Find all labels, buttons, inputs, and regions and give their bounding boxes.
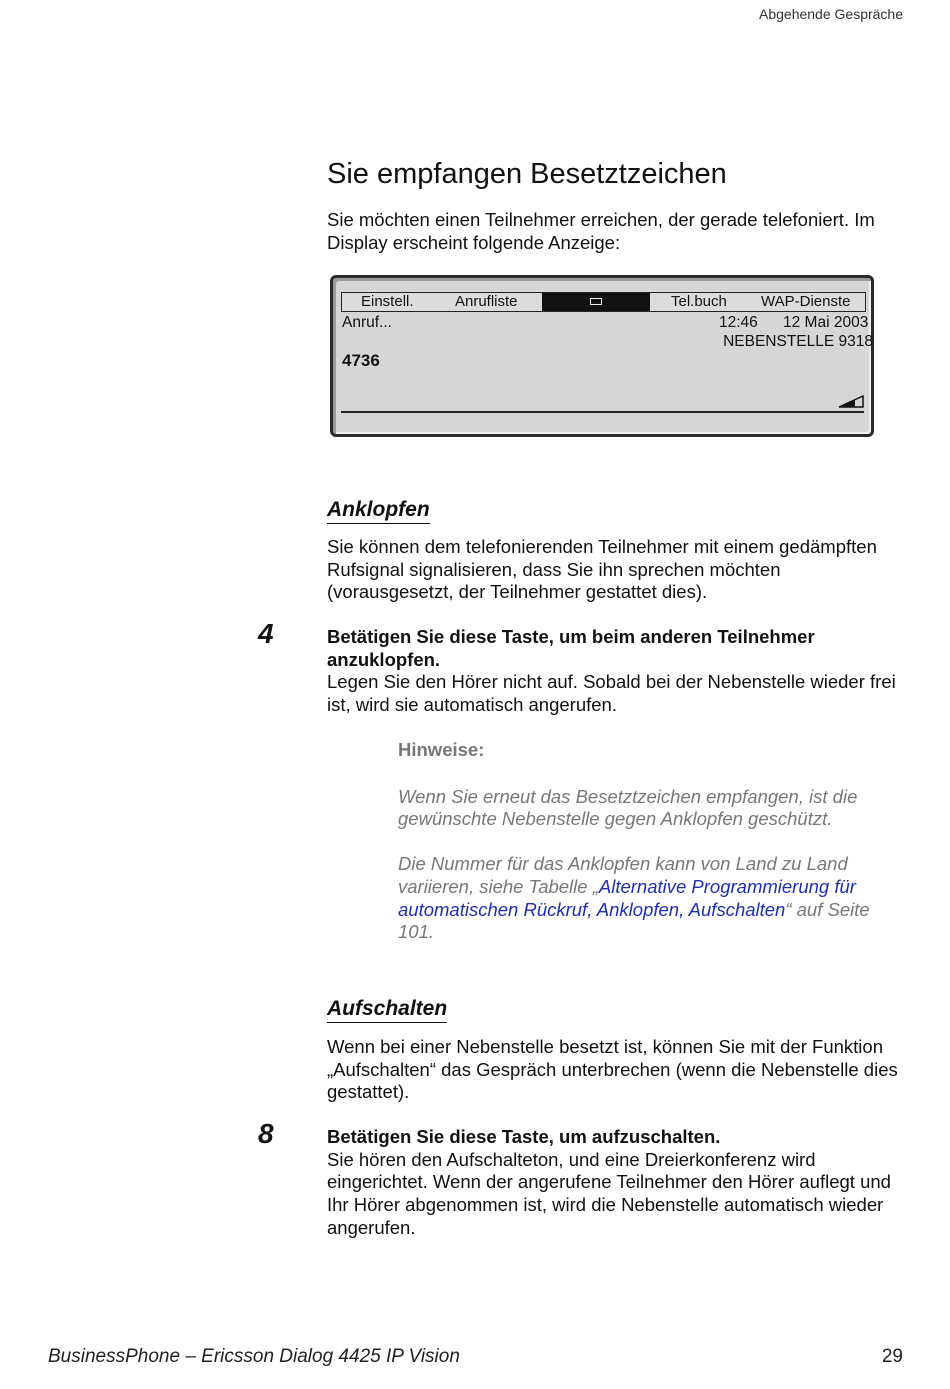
note-2-suffix: “ auf Seite 101. — [398, 898, 870, 943]
running-header: Abgehende Gespräche — [759, 6, 903, 22]
aufschalten-step — [327, 1126, 907, 1240]
display-icon — [590, 298, 602, 305]
step-description: Sie hören den Aufschalteton, und eine Dreierkonferenz wird eingerichtet. Wenn der angerufene Teilnehmer den Hörer auflegt und Ihr Hörer abgenommen ist, wird die Nebenstelle automatisch wieder angerufen. — [327, 1148, 891, 1238]
menu-item-wap-dienste: WAP-Dienste — [761, 293, 851, 310]
cross-reference-link[interactable]: Alternative Programmierung für automatischen Rückruf, Anklopfen, Aufschalten — [398, 875, 856, 920]
heading-aufschalten: Aufschalten — [327, 997, 447, 1023]
page-number: 29 — [881, 1346, 903, 1367]
notes-title: Hinweise: — [398, 739, 485, 760]
display-menu-bar — [341, 292, 866, 312]
step-description: Legen Sie den Hörer nicht auf. Sobald bei der Nebenstelle wieder frei ist, wird sie automatisch angerufen. — [327, 671, 896, 716]
notes-box — [398, 739, 898, 944]
section-intro: Sie möchten einen Teilnehmer erreichen, der gerade telefoniert. Im Display erscheint folgende Anzeige: — [327, 209, 875, 253]
heading-anklopfen: Anklopfen — [327, 498, 430, 524]
note-2-text: Die Nummer für das Anklopfen kann von Land zu Land variieren, siehe Tabelle „ — [398, 853, 848, 897]
step-instruction: Betätigen Sie diese Taste, um aufzuschalten. — [327, 1126, 721, 1147]
step-instruction: Betätigen Sie diese Taste, um beim anderen Teilnehmer anzuklopfen. — [327, 626, 815, 670]
display-status: Anruf... — [342, 314, 392, 331]
section-title: Sie empfangen Besetztzeichen — [327, 158, 727, 190]
anklopfen-step — [327, 626, 907, 717]
menu-item-einstell: Einstell. — [361, 293, 414, 310]
anklopfen-intro: Sie können dem telefonierenden Teilnehmer mit einem gedämpften Rufsignal signalisieren, dass Sie ihn sprechen möchten (vorausgesetzt, der Teilnehmer gestattet dies). — [327, 536, 877, 603]
signal-strength-icon — [837, 394, 865, 408]
phone-display — [330, 275, 874, 437]
note-1: Wenn Sie erneut das Besetztzeichen empfangen, ist die gewünschte Nebenstelle gegen Anklopfen geschützt. — [398, 785, 858, 830]
display-date: 12 Mai 2003 — [783, 314, 869, 331]
menu-item-selected — [542, 293, 650, 311]
note-2 — [398, 853, 898, 944]
display-number: 4736 — [342, 351, 380, 370]
menu-item-anrufliste: Anrufliste — [455, 293, 518, 310]
display-extension: NEBENSTELLE 9318 — [723, 333, 873, 350]
step-key-number: 8 — [258, 1118, 274, 1149]
footer-title: BusinessPhone – Ericsson Dialog 4425 IP Vision — [48, 1346, 460, 1367]
display-divider — [341, 411, 864, 413]
menu-item-telbuch: Tel.buch — [671, 293, 727, 310]
step-key-number: 4 — [258, 618, 274, 649]
aufschalten-intro: Wenn bei einer Nebenstelle besetzt ist, können Sie mit der Funktion „Aufschalten“ das Gespräch unterbrechen (wenn die Nebenstelle dies gestattet). — [327, 1036, 898, 1103]
display-time: 12:46 — [719, 314, 758, 331]
